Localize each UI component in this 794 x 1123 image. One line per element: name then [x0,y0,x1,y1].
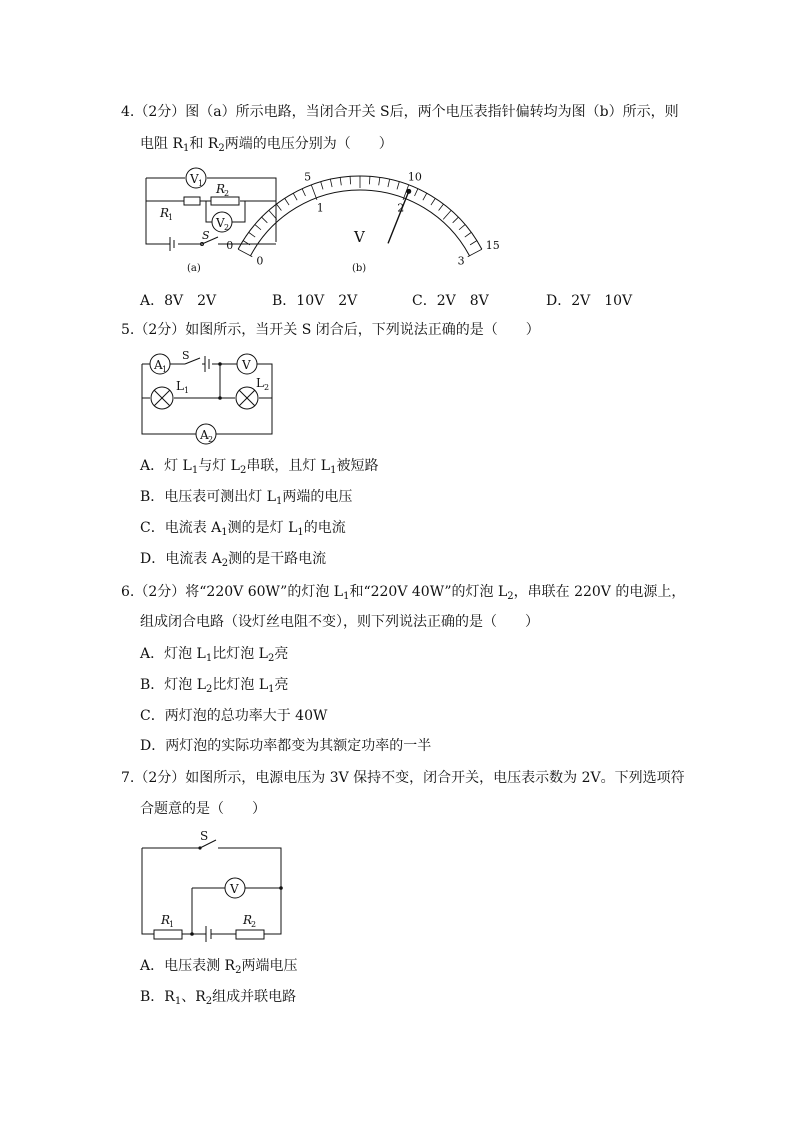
meter-needle [388,191,409,243]
meter-tick [369,176,370,184]
svg-text:1: 1 [168,213,174,222]
q5-option-d[interactable]: D．电流表 $A_2$测的是干路电流 [140,551,327,569]
q6-option-b[interactable]: B．灯泡 $L_2$比灯泡 $L_1$亮 [140,677,289,695]
svg-text:V: V [190,172,199,186]
q4-resistor-r2-icon [211,197,239,205]
q7-resistor-r1-icon [154,930,182,939]
q5-option-a[interactable]: A．灯 $L_1$与灯 $L_2$串联，且灯 $L_1$被短路 [140,458,379,476]
svg-text:L: L [176,379,184,393]
svg-text:S: S [202,229,210,242]
meter-tick [470,241,477,245]
q4-stem-line2: 电阻 $R_1$和 $R_2$两端的电压分别为（ ） [140,136,393,154]
meter-tick [388,179,390,187]
q5-lamp-l2-icon [236,387,258,409]
meter-big-scale-label: 5 [304,170,312,184]
meter-tick [293,193,297,200]
q4-stem-line1: 4.（2分）图（a）所示电路，当闭合开关 S后，两个电压表指针偏转均为图（b）所示，则 [121,104,679,120]
meter-tick [350,176,351,184]
svg-text:V: V [216,216,225,230]
meter-tick [269,210,277,219]
svg-text:(a): (a) [187,263,201,274]
svg-text:2: 2 [224,189,230,198]
q5-option-b[interactable]: B．电压表可测出灯 $L_1$两端的电压 [140,489,353,507]
q4-option-c[interactable]: C．2V 8V [412,293,489,309]
meter-tick [285,198,289,205]
q4-options [140,290,660,310]
q5-lamp-l1-icon [151,387,173,409]
svg-text:S: S [182,349,190,362]
meter-tick [330,179,332,187]
svg-text:R: R [160,206,170,220]
svg-text:2: 2 [264,383,270,392]
meter-tick [277,204,282,210]
meter-tick [397,182,399,190]
meter-tick [415,189,418,196]
svg-text:2: 2 [251,920,257,929]
q6-option-a[interactable]: A．灯泡 $L_1$比灯泡 $L_2$亮 [140,646,289,664]
q7-stem-line2: 合题意的是（ ） [140,801,266,817]
q7-figure-circuit [140,826,285,942]
meter-tick [431,198,435,205]
svg-text:2: 2 [224,223,230,232]
q7-resistor-r2-icon [236,930,264,939]
q6-option-c[interactable]: C．两灯泡的总功率大于 40W [140,708,328,724]
svg-text:V: V [242,358,251,372]
q6-option-d[interactable]: D．两灯泡的实际功率都变为其额定功率的一半 [140,738,432,754]
q5-stem: 5.（2分）如图所示，当开关 S 闭合后，下列说法正确的是（ ） [121,322,540,338]
q5-figure-circuit [140,350,276,444]
svg-text:(b): (b) [352,263,367,274]
q4-resistor-r1-icon [184,197,200,205]
meter-tick [443,210,451,219]
meter-tick [321,182,323,190]
q7-option-a[interactable]: A．电压表测 $R_2$两端电压 [140,958,298,976]
svg-text:R: R [216,182,226,196]
meter-tick [340,177,341,185]
q7-option-b[interactable]: B．$R_1$、$R_2$组成并联电路 [140,989,297,1007]
meter-needle-tip [406,189,411,194]
svg-text:A: A [154,358,163,372]
q5-option-c[interactable]: C．电流表 $A_1$测的是灯 $L_1$的电流 [140,520,346,538]
svg-text:S: S [200,829,209,843]
meter-tick [311,185,317,200]
svg-text:2: 2 [208,435,214,444]
meter-small-scale-label: 1 [316,201,324,215]
q6-stem-line1: 6.（2分）将“220V 60W”的灯泡 $L_1$和“220V 40W”的灯泡 $L_2$，串联在 220V 的电源上， [121,584,686,602]
meter-tick [468,249,482,257]
svg-text:V: V [354,228,365,246]
meter-small-scale-label: 2 [397,201,405,215]
svg-text:R: R [161,913,171,927]
meter-big-scale-label: 0 [226,238,234,252]
q4-option-a[interactable]: A．8V 2V [140,293,217,309]
meter-tick [465,232,471,237]
meter-tick [439,204,444,210]
q7-stem-line1: 7.（2分）如图所示，电源电压为 3V 保持不变，闭合开关，电压表示数为 2V。下列选项符 [121,770,685,786]
meter-tick [302,189,305,196]
svg-text:1: 1 [184,386,190,395]
meter-tick [379,177,380,185]
svg-text:A: A [200,428,209,442]
svg-text:1: 1 [198,179,204,188]
svg-text:1: 1 [162,365,168,374]
svg-text:V: V [230,882,239,896]
meter-tick [423,193,427,200]
q4-option-d[interactable]: D．2V 10V [546,293,633,309]
svg-text:L: L [256,376,264,390]
meter-small-scale-label: 0 [256,254,264,268]
svg-text:1: 1 [169,920,175,929]
meter-small-scale-label: 3 [457,254,465,268]
meter-tick [453,217,459,223]
q4-option-b[interactable]: B．10V 2V [272,293,358,309]
q6-stem-line2: 组成闭合电路（设灯丝电阻不变），则下列说法正确的是（ ） [140,614,539,630]
meter-big-scale-label: 10 [407,170,422,184]
svg-text:R: R [243,913,253,927]
q4-figure-b-meter [226,164,500,276]
meter-big-scale-label: 15 [485,238,500,252]
meter-tick [459,225,465,230]
